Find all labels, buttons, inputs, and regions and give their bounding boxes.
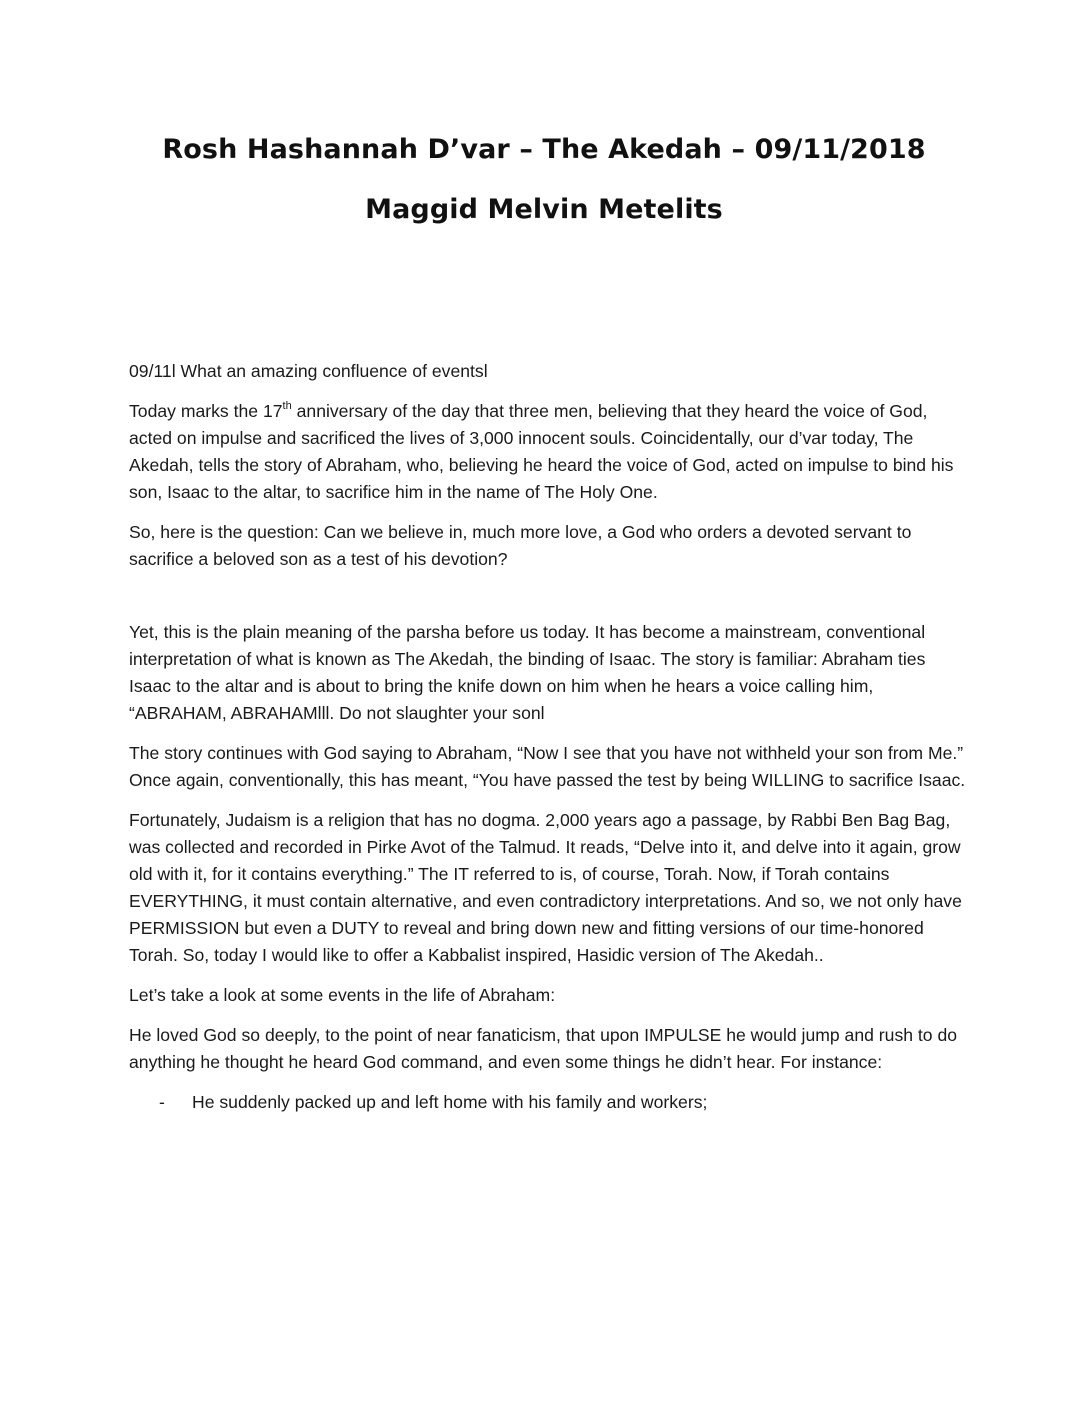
list-item-text: He suddenly packed up and left home with his family and workers; bbox=[192, 1092, 708, 1112]
paragraph-question: So, here is the question: Can we believe in, much more love, a God who orders a devoted servant to sacrifice a beloved son as a test of his devotion? bbox=[129, 522, 912, 569]
ordinal-suffix: th bbox=[282, 400, 292, 413]
paragraph-spacer bbox=[129, 586, 969, 619]
paragraph-story-continues: The story continues with God saying to Abraham, “Now I see that you have not withheld your son from Me.” Once again, conventionally, this has meant, “You have passed the test by being WILLING to sacrifice Isaac. bbox=[129, 743, 966, 790]
document-title: Rosh Hashannah D’var – The Akedah – 09/11/2018 bbox=[162, 134, 926, 165]
paragraph-events-intro: Let’s take a look at some events in the life of Abraham: bbox=[129, 985, 556, 1005]
paragraph-anniversary-rest: anniversary of the day that three men, believing that they heard the voice of God, acted on impulse and sacrificed the lives of 3,000 innocent souls. Coincidentally, our d’var today, The Akedah, tells the story of Abraham, who, believing he heard the voice of God, acted on impulse to bind his son, Isaac to the altar, to sacrifice him in the name of The Holy One. bbox=[129, 401, 954, 502]
bullet-marker: - bbox=[159, 1092, 165, 1112]
paragraph-opening: 09/11l What an amazing confluence of eventsl bbox=[129, 361, 488, 381]
paragraph-anniversary bbox=[129, 398, 969, 506]
paragraph-anniversary-start: Today marks the 17 bbox=[129, 401, 283, 421]
paragraph-plain-meaning: Yet, this is the plain meaning of the parsha before us today. It has become a mainstream, conventional interpretation of what is known as The Akedah, the binding of Isaac. The story is familiar: Abraham ties Isaac to the altar and is about to bring the knife down on him when he hears a voice calling him, “ABRAHAM, ABRAHAMlll. Do not slaughter your sonl bbox=[129, 622, 926, 723]
paragraph-loved-god: He loved God so deeply, to the point of near fanaticism, that upon IMPULSE he would jump and rush to do anything he thought he heard God command, and even some things he didn’t hear. For instance: bbox=[129, 1025, 958, 1072]
document-author: Maggid Melvin Metelits bbox=[365, 194, 723, 225]
paragraph-no-dogma: Fortunately, Judaism is a religion that has no dogma. 2,000 years ago a passage, by Rabbi Ben Bag Bag, was collected and recorded in Pirke Avot of the Talmud. It reads, “Delve into it, and delve into it again, grow old with it, for it contains everything.” The IT referred to is, of course, Torah. Now, if Torah contains EVERYTHING, it must contain alternative, and even contradictory interpretations. And so, we not only have PERMISSION but even a DUTY to reveal and bring down new and fitting versions of our time-honored Torah. So, today I would like to offer a Kabbalist inspired, Hasidic version of The Akedah.. bbox=[129, 810, 962, 965]
document-body bbox=[129, 358, 969, 1116]
list-item bbox=[129, 1089, 969, 1116]
